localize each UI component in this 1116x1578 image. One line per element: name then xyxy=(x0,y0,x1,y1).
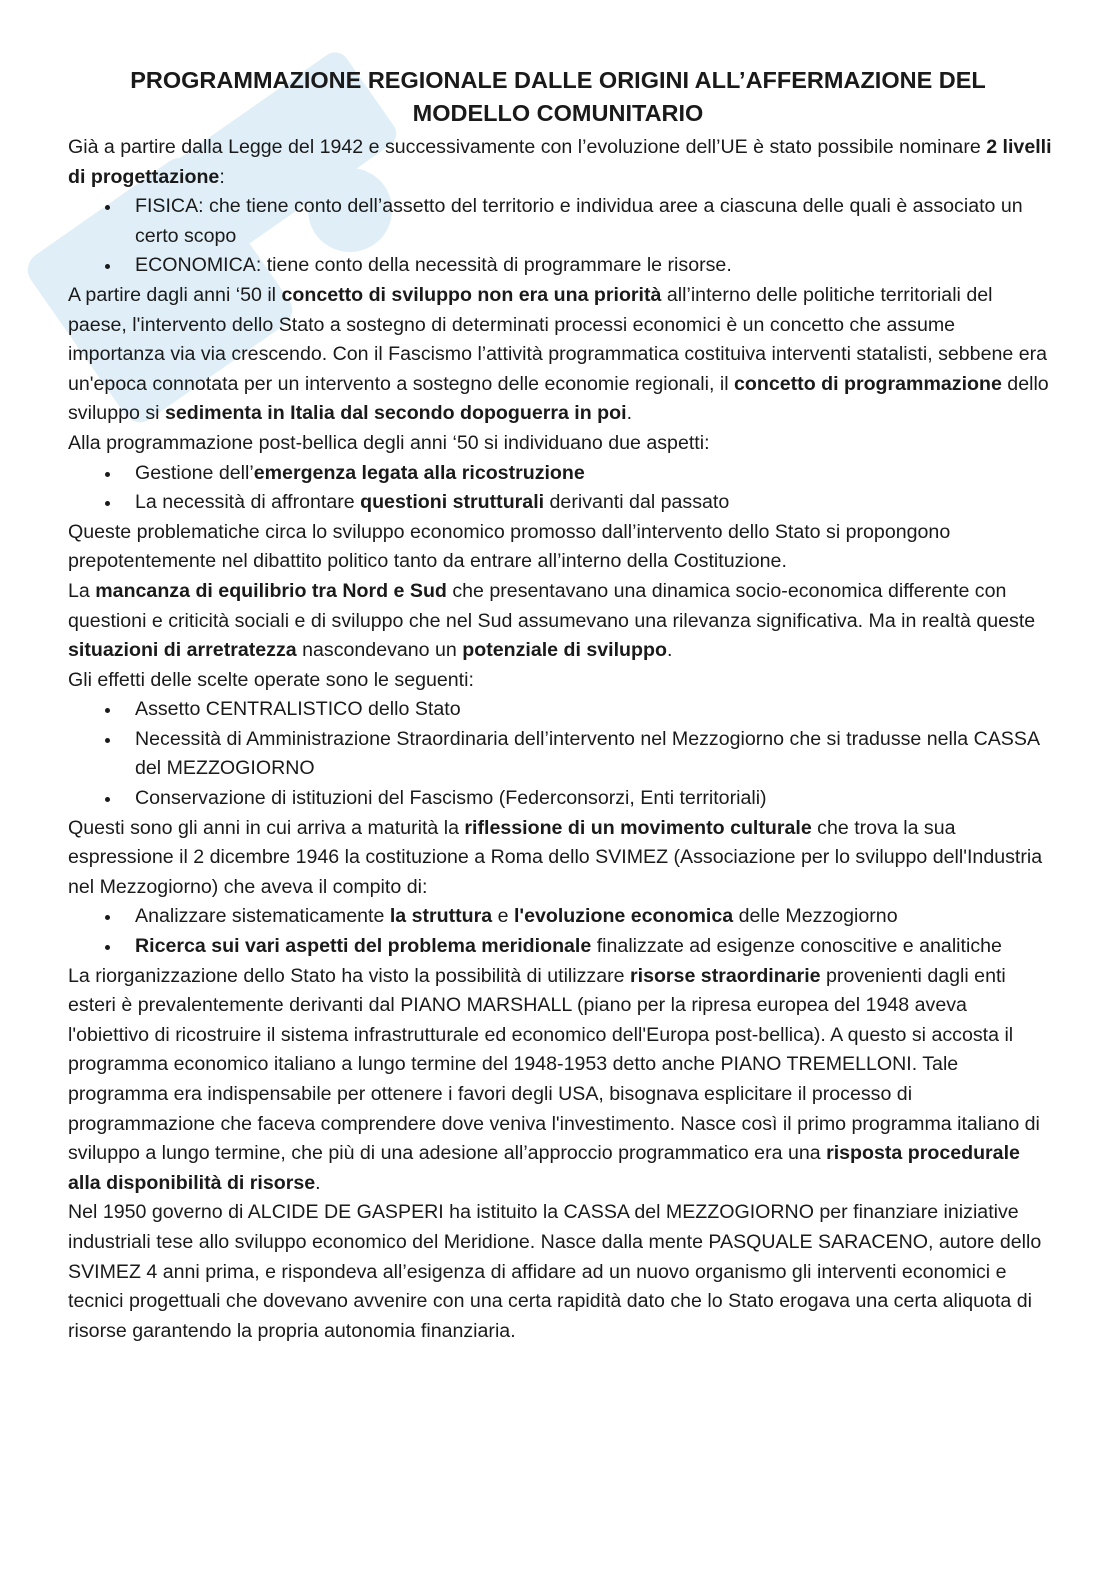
page-title xyxy=(0,64,1116,130)
text: finalizzate ad esigenze conoscitive e analitiche xyxy=(591,935,1002,958)
paragraph-post-war: Alla programmazione post-bellica degli anni ‘50 si individuano due aspetti: xyxy=(68,431,710,454)
list-item: Necessità di Amministrazione Straordinaria dell’intervento nel Mezzogiorno che si tradusse nella CASSA del MEZZOGIORNO xyxy=(135,725,1053,784)
paragraph-effects: Gli effetti delle scelte operate sono le seguenti: xyxy=(68,668,474,691)
text: . xyxy=(666,639,673,662)
text: . xyxy=(315,1171,321,1194)
bold-text: risposta procedurale alla disponibilità di risorse xyxy=(68,1142,1020,1194)
text: . xyxy=(626,402,633,425)
bold-text: la struttura xyxy=(389,905,493,928)
text: La riorganizzazione dello Stato ha visto la possibilità di utilizzare xyxy=(68,964,630,987)
paragraph-cassa: Nel 1950 governo di ALCIDE DE GASPERI ha istituito la CASSA del MEZZOGIORNO per finanziare iniziative industriali tese allo sviluppo economico del Meridione. Nasce dalla mente PASQUALE SARACENO, autore dello SVIMEZ 4 anni prima, e rispondeva all’esigenza di affidare ad un nuovo organismo gli interventi economici e tecnici progettuali che dovevano avvenire con una certa rapidità dato che lo Stato erogava una certa aliquota di risorse garantendo la propria autonomia finanziaria. xyxy=(68,1201,1042,1342)
title-line-1: PROGRAMMAZIONE REGIONALE DALLE ORIGINI ALL’AFFERMAZIONE DEL xyxy=(130,67,986,93)
bold-text: emergenza legata alla ricostruzione xyxy=(253,461,585,484)
bold-text: situazioni di arretratezza xyxy=(68,639,297,662)
list-item: FISICA: che tiene conto dell’assetto del territorio e individua aree a ciascuna delle quali è associato un certo scopo xyxy=(135,192,1053,251)
list-item xyxy=(135,488,1053,518)
text: che presentavano una dinamica socio-economica differente con questioni e criticità sociali e di sviluppo che nel Sud assumevano una rilevanza significativa. Ma in realtà queste xyxy=(68,579,1036,632)
bold-text: sedimenta in Italia dal secondo dopoguerra in poi xyxy=(164,402,627,425)
bold-text: potenziale di sviluppo xyxy=(462,639,667,662)
text: delle Mezzogiorno xyxy=(733,905,898,928)
bullet-list-effects xyxy=(68,695,1053,813)
text: all’interno delle politiche territoriali del paese, l'intervento dello Stato a sostegno di determinati processi economici è un concetto che assume importanza via via crescendo. Con il Fascismo l’attività programmatica costituiva interventi statalisti, sebbene era un'epoca connotata per un intervento a sostegno delle economie regionali, il xyxy=(68,283,1048,395)
bold-text: concetto di programmazione xyxy=(734,372,1002,395)
text: : xyxy=(219,165,225,188)
paragraph-north-south xyxy=(68,577,1053,666)
paragraph-development xyxy=(68,281,1053,429)
bold-text: 2 livelli di progettazione xyxy=(68,136,1052,188)
text: Già a partire dalla Legge del 1942 e successivamente con l’evoluzione dell’UE è stato possibile nominare xyxy=(68,136,987,158)
text: Questi sono gli anni in cui arriva a maturità la xyxy=(68,816,465,839)
bullet-list-aspects xyxy=(68,459,1053,518)
text: La necessità di affrontare xyxy=(135,491,361,514)
text: nascondevano un xyxy=(296,639,463,662)
bold-text: Ricerca sui vari aspetti del problema meridionale xyxy=(135,935,592,958)
bold-text: questioni strutturali xyxy=(360,491,545,514)
bold-text: riflessione di un movimento culturale xyxy=(464,816,812,839)
text: e xyxy=(492,905,514,928)
paragraph-svimez xyxy=(68,814,1053,903)
list-item xyxy=(135,902,1053,932)
list-item: ECONOMICA: tiene conto della necessità di programmare le risorse. xyxy=(135,251,1053,281)
text: dello sviluppo si xyxy=(68,372,1049,425)
text: derivanti dal passato xyxy=(544,491,730,514)
list-item: Assetto CENTRALISTICO dello Stato xyxy=(135,695,1053,725)
bullet-list-levels xyxy=(68,192,1053,281)
paragraph-intro xyxy=(68,133,1053,192)
bold-text: mancanza di equilibrio tra Nord e Sud xyxy=(95,579,447,602)
document-body xyxy=(68,133,1053,1346)
title-line-2: MODELLO COMUNITARIO xyxy=(412,100,704,126)
list-item xyxy=(135,932,1053,962)
text: La xyxy=(68,579,96,602)
list-item xyxy=(135,459,1053,489)
text: Analizzare sistematicamente xyxy=(135,905,390,928)
list-item: Conservazione di istituzioni del Fascismo (Federconsorzi, Enti territoriali) xyxy=(135,784,1053,814)
paragraph-problems: Queste problematiche circa lo sviluppo economico promosso dall’intervento dello Stato si propongono prepotentemente nel dibattito politico tanto da entrare all’interno della Costituzione. xyxy=(68,520,951,573)
text: provenienti dagli enti esteri è prevalentemente derivanti dal PIANO MARSHALL (piano per la ripresa europea del 1948 aveva l'obiettivo di ricostruire il sistema infrastrutturale ed economico dell'Europa post-bellica). A questo si accosta il programma economico italiano a lungo termine del 1948-1953 detto anche PIANO TREMELLONI. Tale programma era indispensabile per ottenere i favori degli USA, bisognava esplicitare il processo di programmazione che faceva comprendere dove veniva l'investimento. Nasce così il primo programma italiano di sviluppo a lungo termine, che più di una adesione all’approccio programmatico era una xyxy=(68,964,1040,1165)
bold-text: l'evoluzione economica xyxy=(513,905,734,928)
text: A partire dagli anni ‘50 il xyxy=(68,283,282,306)
text: Gestione dell’ xyxy=(135,461,254,484)
paragraph-marshall xyxy=(68,962,1053,1199)
text: che trova la sua espressione il 2 dicembre 1946 la costituzione a Roma dello SVIMEZ (Associazione per lo sviluppo dell'Industria nel Mezzogiorno) che aveva il compito di: xyxy=(68,816,1043,898)
bold-text: risorse straordinarie xyxy=(630,964,821,987)
bold-text: concetto di sviluppo non era una priorità xyxy=(281,283,662,306)
bullet-list-svimez-tasks xyxy=(68,902,1053,961)
